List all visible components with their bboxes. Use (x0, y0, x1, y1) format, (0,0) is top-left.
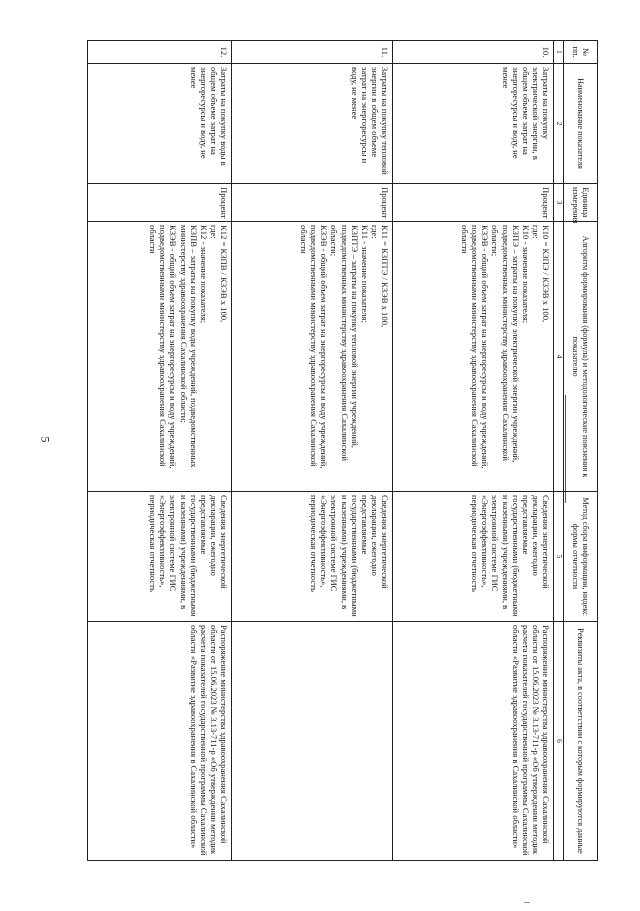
row-number: 10. (393, 41, 554, 64)
indicator-name: Затраты на покупку электрической энергии, в общем объеме затрат на энергоресурсы и воду, не менее (393, 64, 554, 184)
table-row (88, 41, 232, 861)
unit: Процент (88, 184, 232, 222)
formula-line: К12 = КЗПВ / КЗЭВ х 100, (219, 225, 230, 323)
scan-artifact-dash (524, 902, 530, 903)
formula-line: К12 - значение показателя; (198, 225, 209, 324)
header-unit: Единица измерения (564, 184, 598, 222)
formula-line: К11 - значение показателя; (359, 225, 370, 323)
formula-line: КЗПВ – затраты на покупку воды учреждений, подведомственных министерству здравоохранения Сахалинской области; (178, 225, 199, 468)
formula-line: К10 - значение показателя; (520, 225, 531, 324)
formula-line: К11 = КЗПТЭ / КЗЭВ х 100, (380, 225, 391, 328)
collection-method: Сведения энергетической декларации, ежегодно представляемые государственными (бюджетными и казенными) учреждениями, в электронной системе ГИС «Энергоэффективность», периодическая отчетность (232, 492, 393, 622)
formula-line: где: (369, 225, 380, 239)
formula-line: где: (531, 225, 542, 239)
page-number: 5 (38, 436, 53, 443)
header-formula: Алгоритм формирования (формула) и методологические пояснения к показателю (564, 222, 598, 492)
act-reference: Распоряжение министерства здравоохранения Сахалинской области от 15.06.2023 № 3.13-711-р «Об утверждении методик расчета показателей государственной программы Сахалинской области «Развитие здравоохранения в Сахалинской области» (88, 622, 232, 861)
formula-cell (88, 222, 232, 492)
unit: Процент (232, 184, 393, 222)
formula-line: КЗПТЭ – затраты на покупку тепловой энергии учреждений, подведомственных министерству здравоохранения Сахалинской области; (329, 225, 360, 461)
indicator-name: Затраты на покупку тепловой энергии в общем объеме затрат на энергоресурсы и воду, не менее (232, 64, 393, 184)
row-number: 11. (232, 41, 393, 64)
formula-cell (393, 222, 554, 492)
formula-line: К10 = КЗПЭ / КЗЭВ х 100, (541, 225, 552, 323)
formula-line: КЗЭВ - общий объем затрат на энергоресурсы и воду учреждений, подведомственными министерству здравоохранения Сахалинской области (148, 225, 179, 469)
column-number-3: 3 (554, 184, 564, 222)
formula-line: КЗЭВ - общий объем затрат на энергоресурсы и воду учреждений, подведомственными министерству здравоохранения Сахалинской области (299, 225, 330, 469)
indicator-name: Затраты на покупку воды в общем объеме затрат на энергоресурсы и воду, не менее (88, 64, 232, 184)
column-number-5: 5 (554, 492, 564, 622)
column-number-1: 1 (554, 41, 564, 64)
row-number: 12. (88, 41, 232, 64)
act-reference: Распоряжение министерства здравоохранения Сахалинской области от 15.06.2023 № 3.13-711-р «Об утверждении методик расчета показателей государственной программы Сахалинской области «Развитие здравоохранения в Сахалинской области» (393, 622, 554, 861)
formula-cell (232, 222, 393, 492)
collection-method: Сведения энергетической декларации, ежегодно представляемые государственными (бюджетными и казенными) учреждениями, в электронной системе ГИС «Энергоэффективность», периодическая отчетность (88, 492, 232, 622)
header-number: № пп. (564, 41, 598, 64)
column-number-6: 6 (554, 622, 564, 861)
formula-line: КЗЭВ - общий объем затрат на энергоресурсы и воду учреждений, подведомственными министерству здравоохранения Сахалинской области (460, 225, 491, 469)
header-method: Метод сбора информации, индекс формы отчетности (564, 492, 598, 622)
rotated-document-sheet (87, 40, 598, 860)
collection-method: Сведения энергетической декларации, ежегодно представляемые государственными (бюджетными и казенными) учреждениями, в электронной системе ГИС «Энергоэффективность», периодическая отчетность (393, 492, 554, 622)
act-reference (232, 622, 393, 861)
header-act: Реквизиты акта, в соответствии с которым формируются данные (564, 622, 598, 861)
column-number-2: 2 (554, 64, 564, 184)
header-indicator-name: Наименование показателя (564, 64, 598, 184)
formula-line: где: (208, 225, 219, 239)
table-row (232, 41, 393, 861)
formula-line: КЗПЭ – затраты на покупку электрической энергии учреждений, подведомственных министерству здравоохранения Сахалинской области; (490, 225, 521, 463)
column-number-4: 4 (554, 222, 564, 492)
indicators-table (87, 40, 598, 861)
table-row (393, 41, 554, 861)
unit: Процент (393, 184, 554, 222)
